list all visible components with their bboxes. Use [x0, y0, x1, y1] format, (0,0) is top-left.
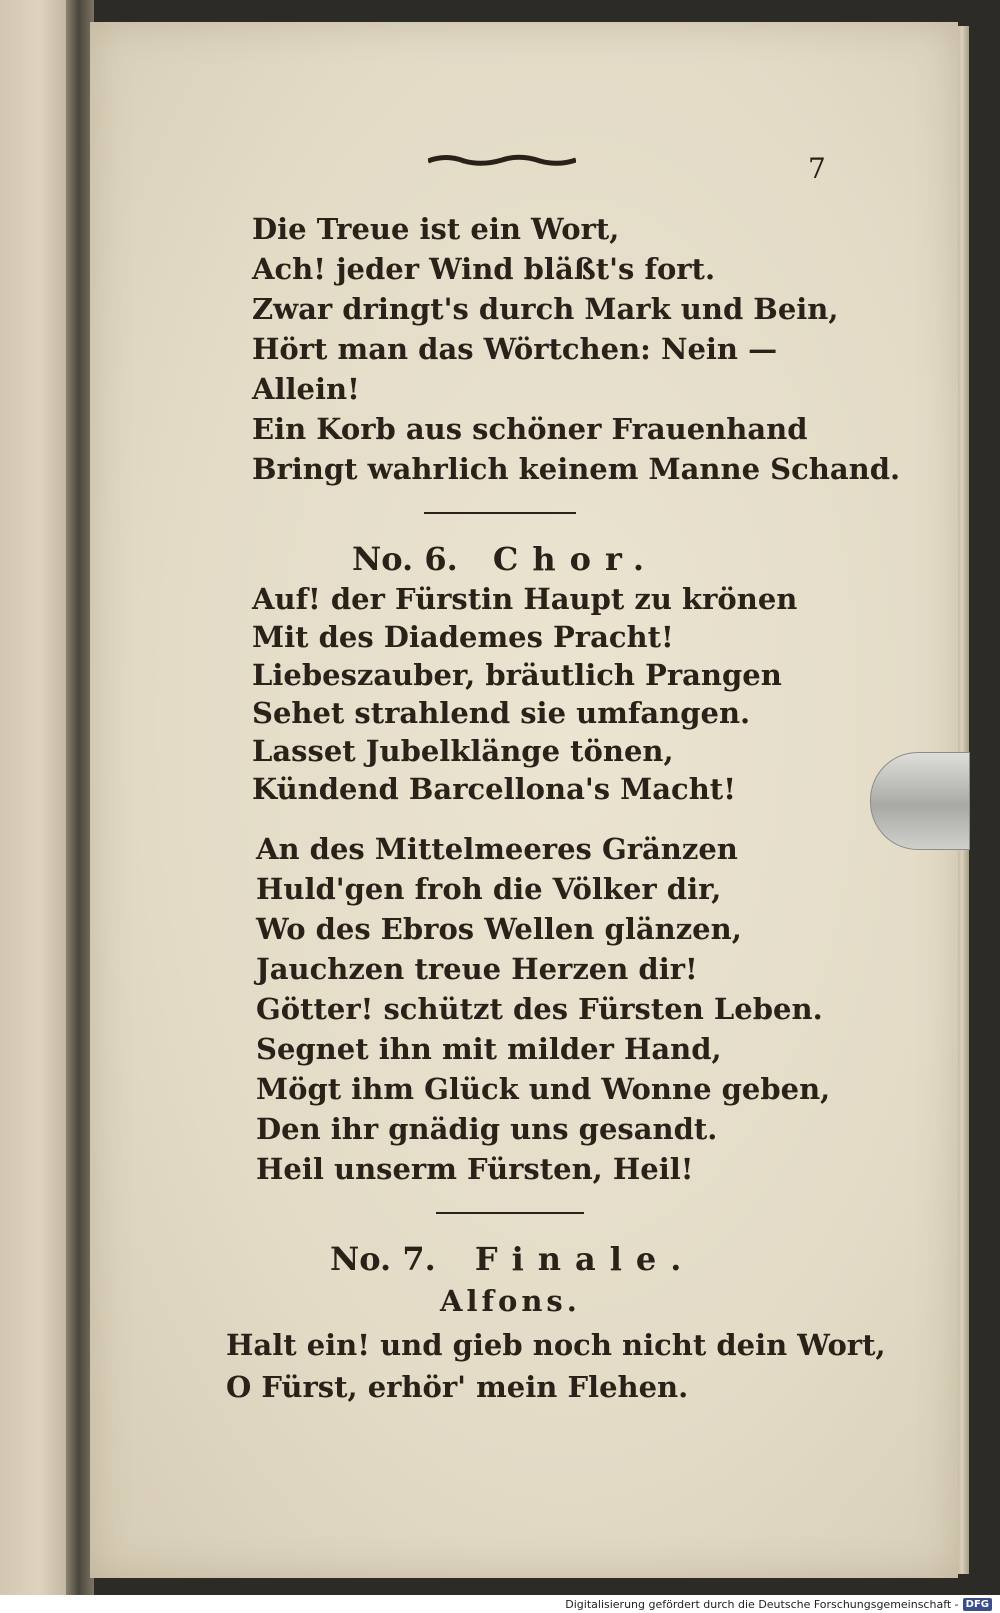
- verse-line: Allein!: [252, 372, 360, 406]
- section-number: No. 6.: [352, 540, 458, 578]
- section-title: Chor.: [492, 540, 658, 578]
- section-rule: [424, 512, 576, 514]
- page-clip: [870, 752, 970, 850]
- verse-line: Die Treue ist ein Wort,: [252, 212, 620, 246]
- verse-line: Lasset Jubelklänge tönen,: [252, 734, 674, 768]
- verse-line: Mögt ihm Glück und Wonne geben,: [256, 1072, 831, 1106]
- verse-line: Halt ein! und gieb noch nicht dein Wort,: [226, 1328, 886, 1362]
- verse-line: Den ihr gnädig uns gesandt.: [256, 1112, 718, 1146]
- dfg-logo-icon: DFG: [963, 1598, 992, 1611]
- funding-footer: [565, 1596, 992, 1613]
- verse-line: Ein Korb aus schöner Frauenhand: [252, 412, 808, 446]
- funding-credit: Digitalisierung gefördert durch die Deutsche Forschungsgemeinschaft -: [565, 1598, 959, 1611]
- verse-line: O Fürst, erhör' mein Flehen.: [226, 1370, 689, 1404]
- ornament-divider: [428, 154, 576, 166]
- verse-line: Bringt wahrlich keinem Manne Schand.: [252, 452, 901, 486]
- speaker-name: Alfons.: [440, 1284, 581, 1318]
- section-number: No. 7.: [330, 1240, 436, 1278]
- verse-line: Götter! schützt des Fürsten Leben.: [256, 992, 823, 1026]
- page-number: 7: [808, 152, 826, 185]
- verse-line: Segnet ihn mit milder Hand,: [256, 1032, 722, 1066]
- section-heading: [330, 1240, 695, 1278]
- verse-line: Auf! der Fürstin Haupt zu krönen: [252, 582, 798, 616]
- section-heading: [352, 540, 658, 578]
- verse-line: Sehet strahlend sie umfangen.: [252, 696, 751, 730]
- verse-line: Ach! jeder Wind bläßt's fort.: [252, 252, 716, 286]
- section-title: Finale.: [474, 1240, 696, 1278]
- verse-line: Heil unserm Fürsten, Heil!: [256, 1152, 694, 1186]
- verse-line: Wo des Ebros Wellen glänzen,: [256, 912, 742, 946]
- verse-line: Kündend Barcellona's Macht!: [252, 772, 736, 806]
- verse-line: Jauchzen treue Herzen dir!: [256, 952, 698, 986]
- verse-line: Huld'gen froh die Völker dir,: [256, 872, 722, 906]
- verse-line: Hört man das Wörtchen: Nein —: [252, 332, 778, 366]
- left-page-edge: [0, 0, 72, 1595]
- section-rule: [436, 1212, 584, 1214]
- verse-line: Liebeszauber, bräutlich Prangen: [252, 658, 782, 692]
- verse-line: Mit des Diademes Pracht!: [252, 620, 674, 654]
- verse-line: An des Mittelmeeres Gränzen: [256, 832, 738, 866]
- verse-line: Zwar dringt's durch Mark und Bein,: [252, 292, 839, 326]
